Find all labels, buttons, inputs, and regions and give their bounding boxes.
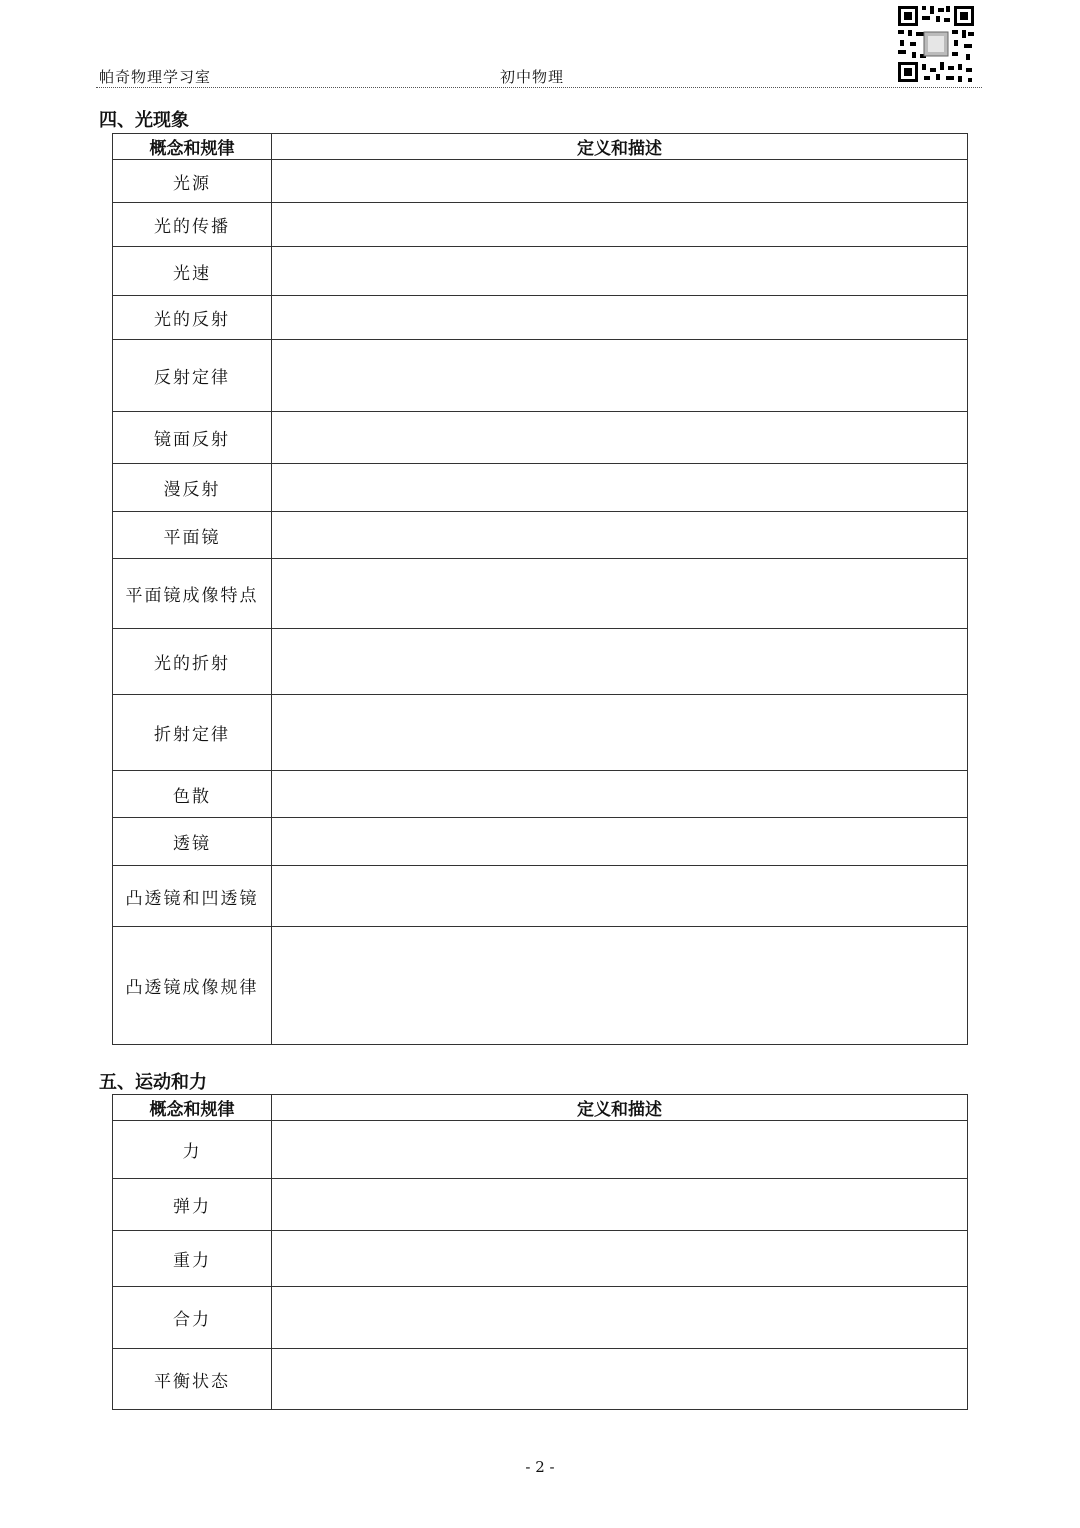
table-row xyxy=(113,340,968,412)
table-row xyxy=(113,296,968,340)
definition-cell[interactable] xyxy=(272,1349,968,1410)
table-header-row xyxy=(113,1095,968,1121)
table-row xyxy=(113,160,968,203)
table-row xyxy=(113,1121,968,1179)
concept-term: 弹力 xyxy=(113,1179,272,1231)
definition-cell[interactable] xyxy=(272,464,968,512)
definition-cell[interactable] xyxy=(272,695,968,771)
concept-term: 重力 xyxy=(113,1231,272,1287)
concept-term: 平面镜成像特点 xyxy=(113,559,272,629)
concept-term: 光速 xyxy=(113,247,272,296)
concept-term: 凸透镜成像规律 xyxy=(113,927,272,1045)
definition-cell[interactable] xyxy=(272,866,968,927)
definition-cell[interactable] xyxy=(272,1179,968,1231)
definition-cell[interactable] xyxy=(272,412,968,464)
table-row xyxy=(113,1179,968,1231)
table-row xyxy=(113,927,968,1045)
table-row xyxy=(113,203,968,247)
table-row xyxy=(113,866,968,927)
table-row xyxy=(113,512,968,559)
optics-concepts-table xyxy=(112,133,968,1045)
header-divider xyxy=(96,87,982,88)
table-row xyxy=(113,559,968,629)
table-row xyxy=(113,1349,968,1410)
definition-cell[interactable] xyxy=(272,771,968,818)
concept-term: 折射定律 xyxy=(113,695,272,771)
header-site-name: 帕奇物理学习室 xyxy=(99,68,212,86)
column-header-definition: 定义和描述 xyxy=(272,134,968,160)
concept-term: 光的反射 xyxy=(113,296,272,340)
definition-cell[interactable] xyxy=(272,1231,968,1287)
table-row xyxy=(113,412,968,464)
concept-term: 镜面反射 xyxy=(113,412,272,464)
table-row xyxy=(113,771,968,818)
definition-cell[interactable] xyxy=(272,1121,968,1179)
concept-term: 平衡状态 xyxy=(113,1349,272,1410)
definition-cell[interactable] xyxy=(272,818,968,866)
definition-cell[interactable] xyxy=(272,512,968,559)
table-row xyxy=(113,247,968,296)
concept-term: 反射定律 xyxy=(113,340,272,412)
table-row xyxy=(113,1231,968,1287)
definition-cell[interactable] xyxy=(272,1287,968,1349)
header-subject: 初中物理 xyxy=(500,68,565,86)
table-row xyxy=(113,629,968,695)
section-title-motion-force: 五、运动和力 xyxy=(99,1072,207,1093)
column-header-concept: 概念和规律 xyxy=(113,134,272,160)
concept-term: 光源 xyxy=(113,160,272,203)
qr-code-icon xyxy=(896,4,976,84)
motion-force-concepts-table xyxy=(112,1094,968,1410)
column-header-definition: 定义和描述 xyxy=(272,1095,968,1121)
section-title-optics: 四、光现象 xyxy=(99,110,189,131)
definition-cell[interactable] xyxy=(272,629,968,695)
concept-term: 凸透镜和凹透镜 xyxy=(113,866,272,927)
concept-term: 光的传播 xyxy=(113,203,272,247)
definition-cell[interactable] xyxy=(272,927,968,1045)
definition-cell[interactable] xyxy=(272,160,968,203)
definition-cell[interactable] xyxy=(272,559,968,629)
concept-term: 透镜 xyxy=(113,818,272,866)
definition-cell[interactable] xyxy=(272,340,968,412)
concept-term: 光的折射 xyxy=(113,629,272,695)
concept-term: 色散 xyxy=(113,771,272,818)
column-header-concept: 概念和规律 xyxy=(113,1095,272,1121)
table-row xyxy=(113,464,968,512)
concept-term: 平面镜 xyxy=(113,512,272,559)
concept-term: 合力 xyxy=(113,1287,272,1349)
table-row xyxy=(113,1287,968,1349)
table-row xyxy=(113,818,968,866)
table-header-row xyxy=(113,134,968,160)
definition-cell[interactable] xyxy=(272,247,968,296)
definition-cell[interactable] xyxy=(272,203,968,247)
concept-term: 漫反射 xyxy=(113,464,272,512)
concept-term: 力 xyxy=(113,1121,272,1179)
definition-cell[interactable] xyxy=(272,296,968,340)
page-number: - 2 - xyxy=(525,1458,555,1476)
table-row xyxy=(113,695,968,771)
